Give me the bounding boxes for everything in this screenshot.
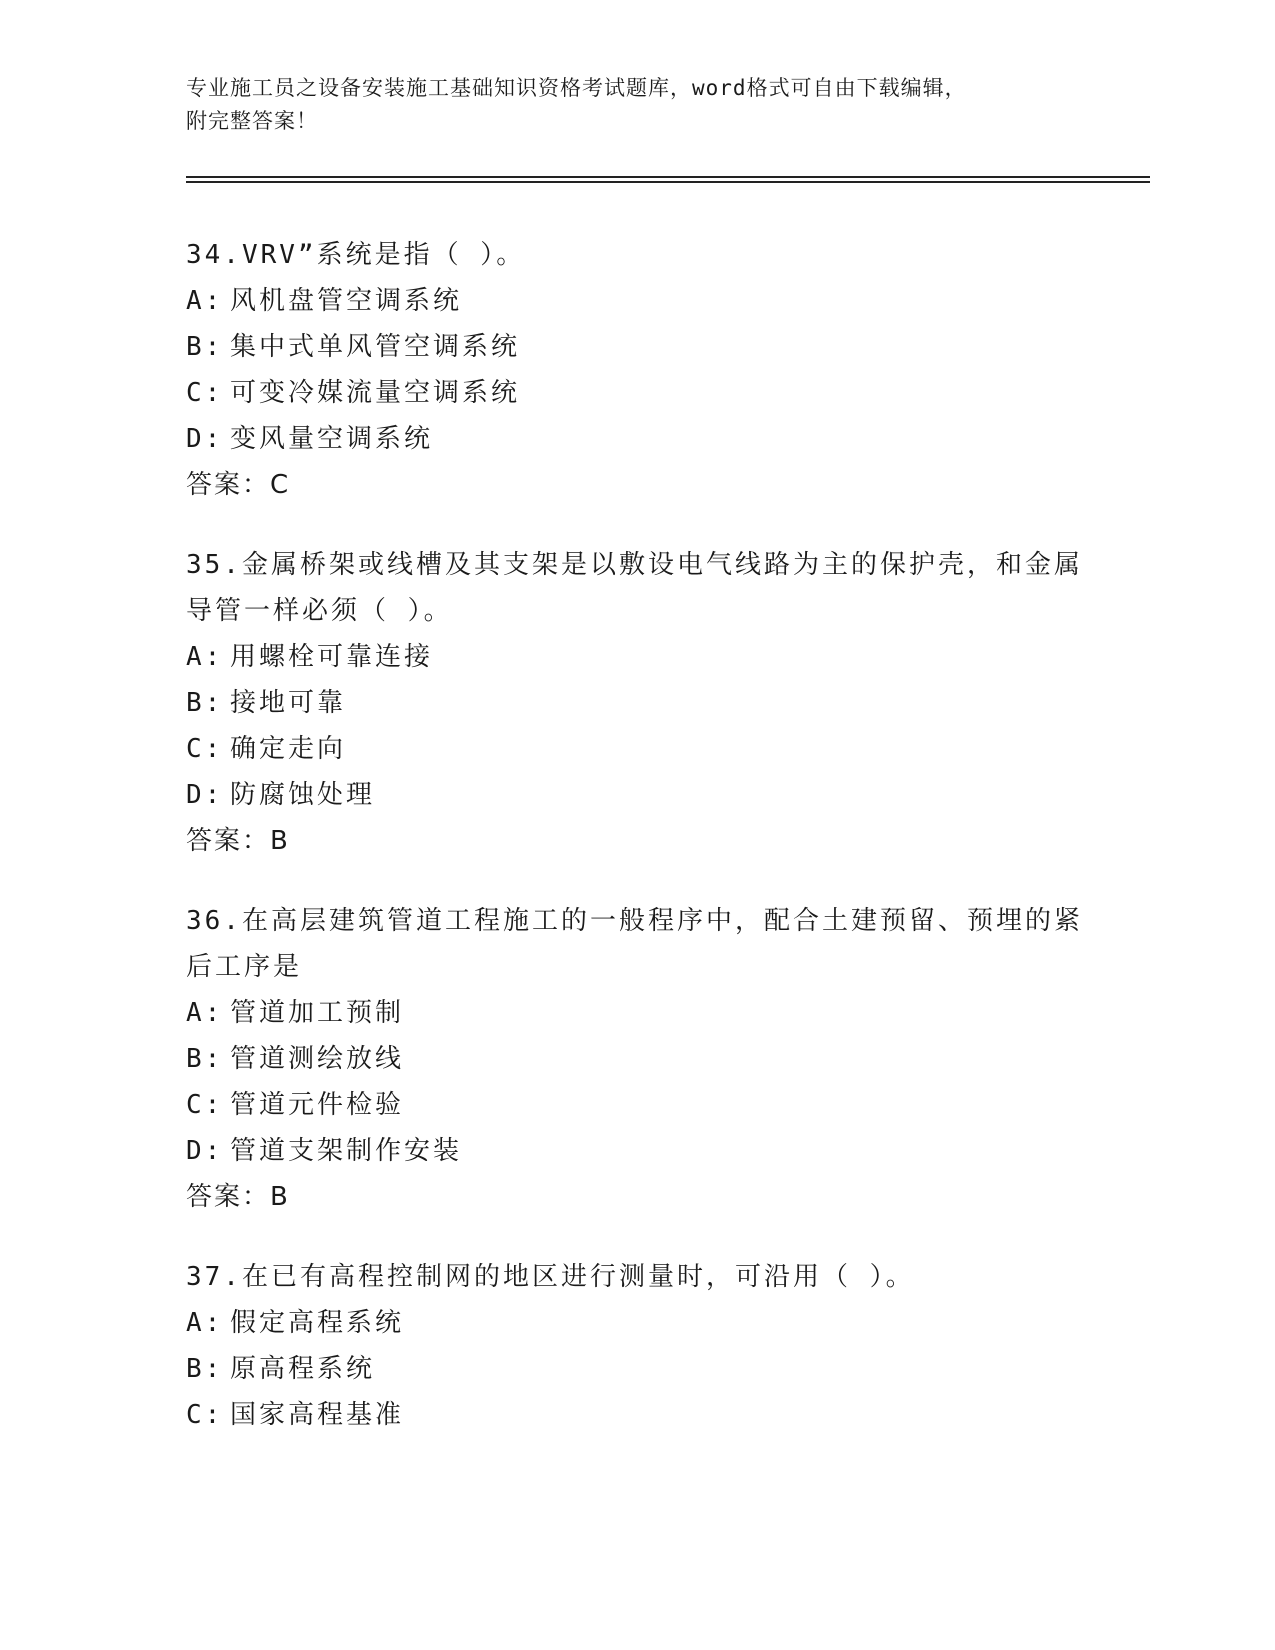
option-letter: B: bbox=[186, 1354, 224, 1384]
option-text: 管道测绘放线 bbox=[230, 1044, 405, 1074]
question-37 bbox=[186, 1254, 1086, 1438]
option-c bbox=[186, 726, 1086, 772]
question-text-continued: 导管一样必须（ ）。 bbox=[186, 596, 453, 626]
answer-line: 答案：B bbox=[186, 1182, 290, 1212]
header-rule-top bbox=[186, 176, 1150, 178]
option-a bbox=[186, 1300, 1086, 1346]
option-text: 假定高程系统 bbox=[230, 1308, 405, 1338]
option-letter: A: bbox=[186, 1308, 224, 1338]
question-text: 36.在高层建筑管道工程施工的一般程序中，配合土建预留、预埋的紧 bbox=[186, 906, 1083, 936]
option-text: 原高程系统 bbox=[230, 1354, 376, 1384]
option-text: 防腐蚀处理 bbox=[230, 780, 376, 810]
answer-line: 答案：B bbox=[186, 826, 290, 856]
option-c bbox=[186, 1392, 1086, 1438]
question-36 bbox=[186, 898, 1086, 1220]
option-letter: B: bbox=[186, 1044, 224, 1074]
header-line-2: 附完整答案！ bbox=[186, 109, 318, 133]
option-text: 可变冷媒流量空调系统 bbox=[230, 378, 521, 408]
option-text: 变风量空调系统 bbox=[230, 424, 434, 454]
option-d bbox=[186, 416, 1086, 462]
option-text: 管道加工预制 bbox=[230, 998, 405, 1028]
option-letter: C: bbox=[186, 1090, 224, 1120]
question-text: 35.金属桥架或线槽及其支架是以敷设电气线路为主的保护壳，和金属 bbox=[186, 550, 1083, 580]
option-letter: A: bbox=[186, 998, 224, 1028]
option-letter: A: bbox=[186, 642, 224, 672]
question-text: 34.VRV”系统是指（ ）。 bbox=[186, 240, 526, 270]
option-letter: C: bbox=[186, 1400, 224, 1430]
option-text: 接地可靠 bbox=[230, 688, 347, 718]
option-text: 国家高程基准 bbox=[230, 1400, 405, 1430]
option-a bbox=[186, 278, 1086, 324]
option-c bbox=[186, 1082, 1086, 1128]
option-a bbox=[186, 990, 1086, 1036]
option-letter: C: bbox=[186, 378, 224, 408]
option-letter: B: bbox=[186, 688, 224, 718]
header-rule-bottom bbox=[186, 181, 1150, 183]
option-c bbox=[186, 370, 1086, 416]
option-text: 管道支架制作安装 bbox=[230, 1136, 463, 1166]
question-list bbox=[186, 232, 1086, 1472]
option-a bbox=[186, 634, 1086, 680]
option-text: 确定走向 bbox=[230, 734, 347, 764]
question-35 bbox=[186, 542, 1086, 864]
option-letter: B: bbox=[186, 332, 224, 362]
option-text: 管道元件检验 bbox=[230, 1090, 405, 1120]
option-letter: D: bbox=[186, 1136, 224, 1166]
option-b bbox=[186, 324, 1086, 370]
option-letter: A: bbox=[186, 286, 224, 316]
question-34 bbox=[186, 232, 1086, 508]
option-d bbox=[186, 772, 1086, 818]
answer-line: 答案：C bbox=[186, 470, 291, 500]
option-text: 风机盘管空调系统 bbox=[230, 286, 463, 316]
option-letter: D: bbox=[186, 424, 224, 454]
option-text: 用螺栓可靠连接 bbox=[230, 642, 434, 672]
question-text-continued: 后工序是 bbox=[186, 952, 303, 982]
question-text: 37.在已有高程控制网的地区进行测量时，可沿用（ ）。 bbox=[186, 1262, 915, 1292]
document-header bbox=[186, 72, 1086, 138]
option-b bbox=[186, 680, 1086, 726]
option-text: 集中式单风管空调系统 bbox=[230, 332, 521, 362]
header-line-1: 专业施工员之设备安装施工基础知识资格考试题库，word格式可自由下载编辑， bbox=[186, 76, 967, 100]
option-letter: D: bbox=[186, 780, 224, 810]
option-b bbox=[186, 1036, 1086, 1082]
option-b bbox=[186, 1346, 1086, 1392]
option-d bbox=[186, 1128, 1086, 1174]
option-letter: C: bbox=[186, 734, 224, 764]
